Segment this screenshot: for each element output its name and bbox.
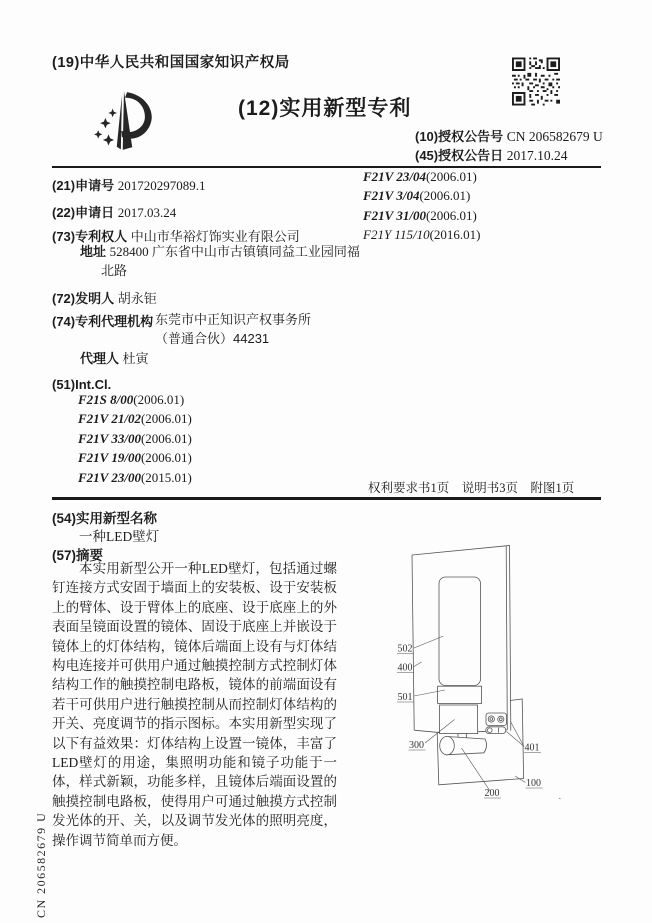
section-divider [52, 497, 601, 500]
pub-date-value: 2017.10.24 [506, 148, 568, 163]
patentee-value: 中山市华裕灯饰实业有限公司 [130, 229, 300, 244]
document-type-title: (12)实用新型专利 [238, 97, 412, 120]
cnipa-logo-icon [92, 88, 158, 155]
pub-number-label: (10)授权公告号 [415, 129, 504, 144]
application-date-row [52, 202, 176, 221]
agency-value: 东莞市中正知识产权事务所（普通合伙）44231 [155, 312, 312, 346]
qr-code [512, 57, 560, 106]
intcl-list-right [363, 167, 481, 245]
address-label: 地址 [80, 244, 107, 259]
inventor-label: (72)发明人 [52, 291, 115, 306]
publication-info [415, 127, 603, 165]
intcl-item: F21S 8/00(2006.01) [78, 392, 185, 407]
application-date-value: 2017.03.24 [117, 205, 177, 220]
agent-row [80, 348, 149, 367]
application-number-value: 201720297089.1 [117, 178, 206, 193]
address-value: 528400 广东省中山市古镇镇同益工业园同福北路 [101, 244, 360, 278]
figure-ref-400: 400 [397, 662, 413, 674]
agent-value: 杜寅 [122, 351, 149, 366]
abstract-text: 本实用新型公开一种LED壁灯，包括通过螺钉连接方式安固于墙面上的安装板、设于安装板上的臂体、设于臂体上的底座、设于底座上的外表面呈镜面设置的镜体、固设于底座上并嵌设于镜体上的灯体结构，镜体后端面上设有与灯体结构电连接并可供用户通过触摸控制方式控制灯体结构工作的触摸控制电路板，镜体的前端面设有若干可供用户进行触摸控制从而控制灯体结构的开关、亮度调节的指示图标。本实用新型实现了以下有益效果：灯体结构上设置一镜体，丰富了LED壁灯的用途，集照明功能和镜子功能于一体，样式新颖，功能多样，且镜体后端面设置的触摸控制电路板，使得用户可通过触摸方式控制发光体的开、关，以及调节发光体的照明亮度，操作调节简单而方便。 [52, 561, 337, 848]
figure-ref-501: 501 [397, 692, 413, 703]
address-row [80, 243, 363, 280]
title-section-label: (54)实用新型名称 [52, 511, 158, 526]
abstract-section-label: (57)摘要 [52, 548, 104, 563]
agency-label: (74)专利代理机构 [52, 314, 154, 329]
figure-ref-502: 502 [397, 643, 413, 655]
inventor-value: 胡永钜 [117, 291, 157, 306]
intcl-item: F21V 31/00(2006.01) [363, 207, 477, 223]
figure-ref-300: 300 [409, 740, 424, 751]
application-number-row [52, 175, 206, 194]
patent-figure [380, 530, 640, 850]
intcl-item: F21V 23/00(2015.01) [78, 469, 192, 485]
invention-title: 一种LED壁灯 [79, 529, 160, 544]
intcl-label: (51)Int.Cl. [52, 377, 112, 392]
figure-ref-200: 200 [484, 788, 500, 799]
agent-label: 代理人 [80, 351, 120, 366]
inventor-row [52, 288, 157, 307]
intcl-item: F21V 21/02(2006.01) [78, 411, 192, 427]
pub-number-value: CN 206582679 U [506, 129, 603, 144]
intcl-item: F21Y 115/10(2016.01) [363, 227, 481, 243]
agency-row [52, 311, 352, 348]
intcl-list-left [78, 390, 192, 487]
intcl-item: F21V 23/04(2006.01) [363, 169, 477, 184]
intcl-item: F21V 19/00(2006.01) [78, 450, 192, 466]
header-divider [52, 166, 601, 168]
intcl-item: F21V 3/04(2006.01) [363, 188, 471, 204]
figure-ref-401: 401 [524, 742, 540, 754]
figure-ref-100: 100 [526, 778, 541, 789]
application-date-label: (22)申请日 [52, 205, 115, 220]
patentee-label: (73)专利权人 [52, 229, 128, 244]
application-number-label: (21)申请号 [52, 178, 115, 193]
pub-number-row [415, 127, 603, 146]
pub-date-row [415, 146, 603, 165]
intcl-item: F21V 33/00(2006.01) [78, 430, 192, 446]
pub-date-label: (45)授权公告日 [415, 148, 504, 163]
pages-info: 权利要求书1页 说明书3页 附图1页 [368, 481, 575, 495]
patent-office-name: (19)中华人民共和国国家知识产权局 [52, 55, 290, 71]
side-publication-code: CN 206582679 U [34, 811, 48, 918]
